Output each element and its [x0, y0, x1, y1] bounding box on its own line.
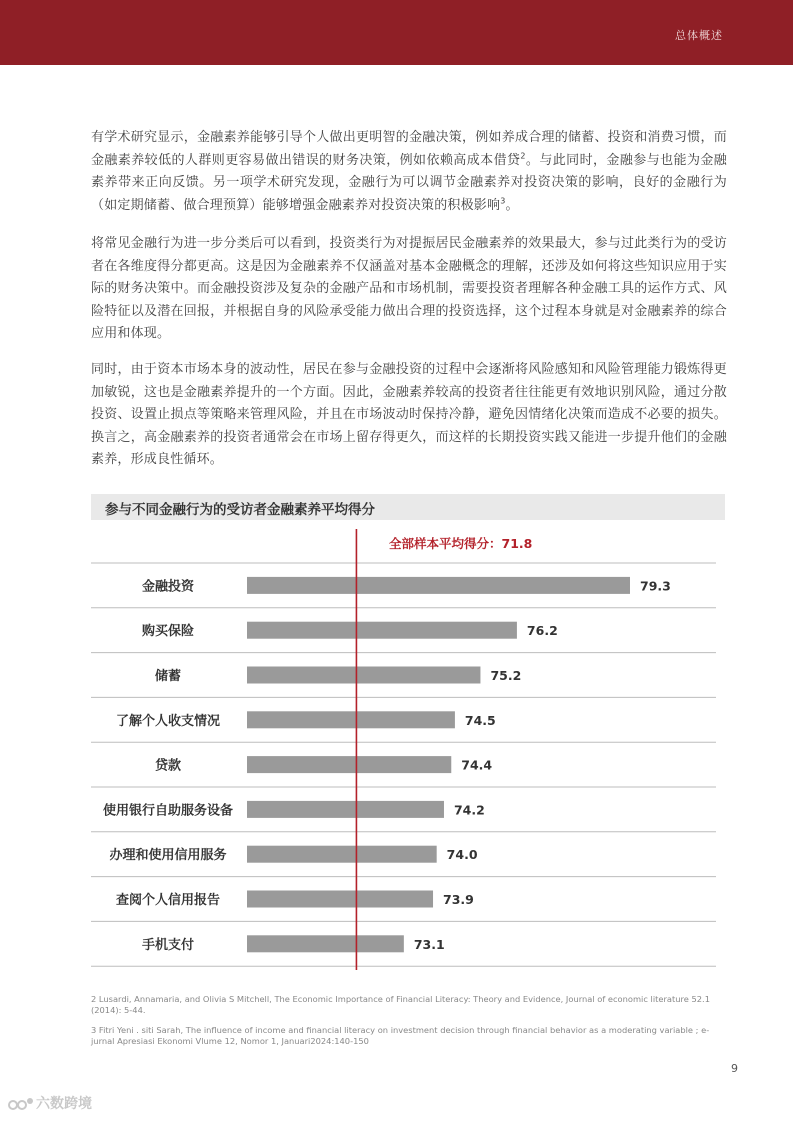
paragraph-1-text-c: 。: [505, 197, 519, 213]
data-bar[interactable]: [247, 622, 517, 639]
reference-line-label: 全部样本平均得分：71.8: [389, 536, 533, 551]
category-label: 使用银行自助服务设备: [102, 803, 234, 819]
data-bar[interactable]: [247, 667, 480, 684]
data-bar[interactable]: [247, 711, 455, 728]
category-label: 贷款: [154, 758, 182, 774]
section-title: 总体概述: [675, 29, 723, 42]
value-label: 73.9: [443, 892, 474, 907]
category-label: 手机支付: [141, 937, 195, 953]
paragraph-3: 同时，由于资本市场本身的波动性，居民在参与金融投资的过程中会逐渐将风险感知和风险管理能力锻炼得更加敏锐，这也是金融素养提升的一个方面。因此，金融素养较高的投资者往往能更有效地识别风险，通过分散投资、设置止损点等策略来管理风险，并且在市场波动时保持冷静，避免因情绪化决策而造成不必要的损失。换言之，高金融素养的投资者通常会在市场上留存得更久，而这样的长期投资实践又能进一步提升他们的金融素养，形成良性循环。: [91, 362, 727, 467]
watermark-logo-icon: [8, 1096, 34, 1112]
value-label: 73.1: [413, 936, 445, 952]
page-number: 9: [731, 1062, 738, 1075]
watermark: [8, 1093, 92, 1113]
category-label: 金融投资: [141, 579, 195, 595]
watermark-text: 六数跨境: [36, 1096, 92, 1112]
data-bar[interactable]: [247, 935, 404, 952]
category-label: 办理和使用信用服务: [109, 848, 227, 864]
value-label: 74.5: [464, 712, 496, 728]
footnote-3: 3 Fitri Yeni . siti Sarah, The influence of income and financial literacy on investment decision through financial behavior as a moderating variable ; e-jurnal Apresiasi Ekonomi Vlume 12, Nomor 1, Januari2024:140-150: [91, 1025, 710, 1046]
value-label: 74.2: [453, 802, 485, 818]
value-label: 74.0: [446, 847, 478, 863]
category-label: 储蓄: [154, 669, 182, 684]
data-bar[interactable]: [247, 756, 451, 773]
paragraph-1-text: 有学术研究显示，金融素养能够引导个人做出更明智的金融决策，例如养成合理的储蓄、投资和消费习惯，而金融素养较低的人群则更容易做出错误的财务决策，例如依赖高成本借贷: [91, 130, 727, 168]
chart-title: 参与不同金融行为的受访者金融素养平均得分: [105, 502, 375, 518]
value-label: 76.2: [526, 623, 558, 639]
data-bar[interactable]: [247, 577, 630, 594]
category-label: 购买保险: [141, 624, 195, 640]
value-label: 74.4: [461, 757, 493, 773]
data-bar[interactable]: [247, 846, 437, 863]
data-bar[interactable]: [247, 801, 444, 818]
category-label: 查阅个人信用报告: [115, 893, 221, 908]
paragraph-2: 将常见金融行为进一步分类后可以看到，投资类行为对提振居民金融素养的效果最大，参与过此类行为的受访者在各维度得分都更高。这是因为金融素养不仅涵盖对基本金融概念的理解，还涉及如何将这些知识应用于实际的财务决策中。而金融投资涉及复杂的金融产品和市场机制，需要投资者理解各种金融工具的运作方式、风险特征以及潜在回报，并根据自身的风险承受能力做出合理的投资选择，这个过程本身就是对金融素养的综合应用和体现。: [91, 236, 727, 341]
paragraph-1-text-b: 。与此同时，金融参与也能为金融素养带来正向反馈。另一项学术研究发现，金融行为可以调节金融素养对投资决策的影响，良好的金融行为（如定期储蓄、做合理预算）能够增强金融素养对投资决策的积极影响: [91, 152, 727, 213]
value-label: 79.3: [640, 578, 671, 594]
data-bar[interactable]: [247, 891, 433, 908]
footnote-ref-2[interactable]: 2: [520, 151, 526, 161]
footnote-2: 2 Lusardi, Annamaria, and Olivia S Mitchell, The Economic Importance of Financial Literacy: Theory and Evidence, Journal of economic literature 52.1 (2014): 5-44.: [91, 994, 710, 1015]
category-label: 了解个人收支情况: [115, 713, 221, 729]
value-label: 75.2: [490, 668, 522, 683]
footnote-ref-3[interactable]: 3: [500, 196, 506, 206]
